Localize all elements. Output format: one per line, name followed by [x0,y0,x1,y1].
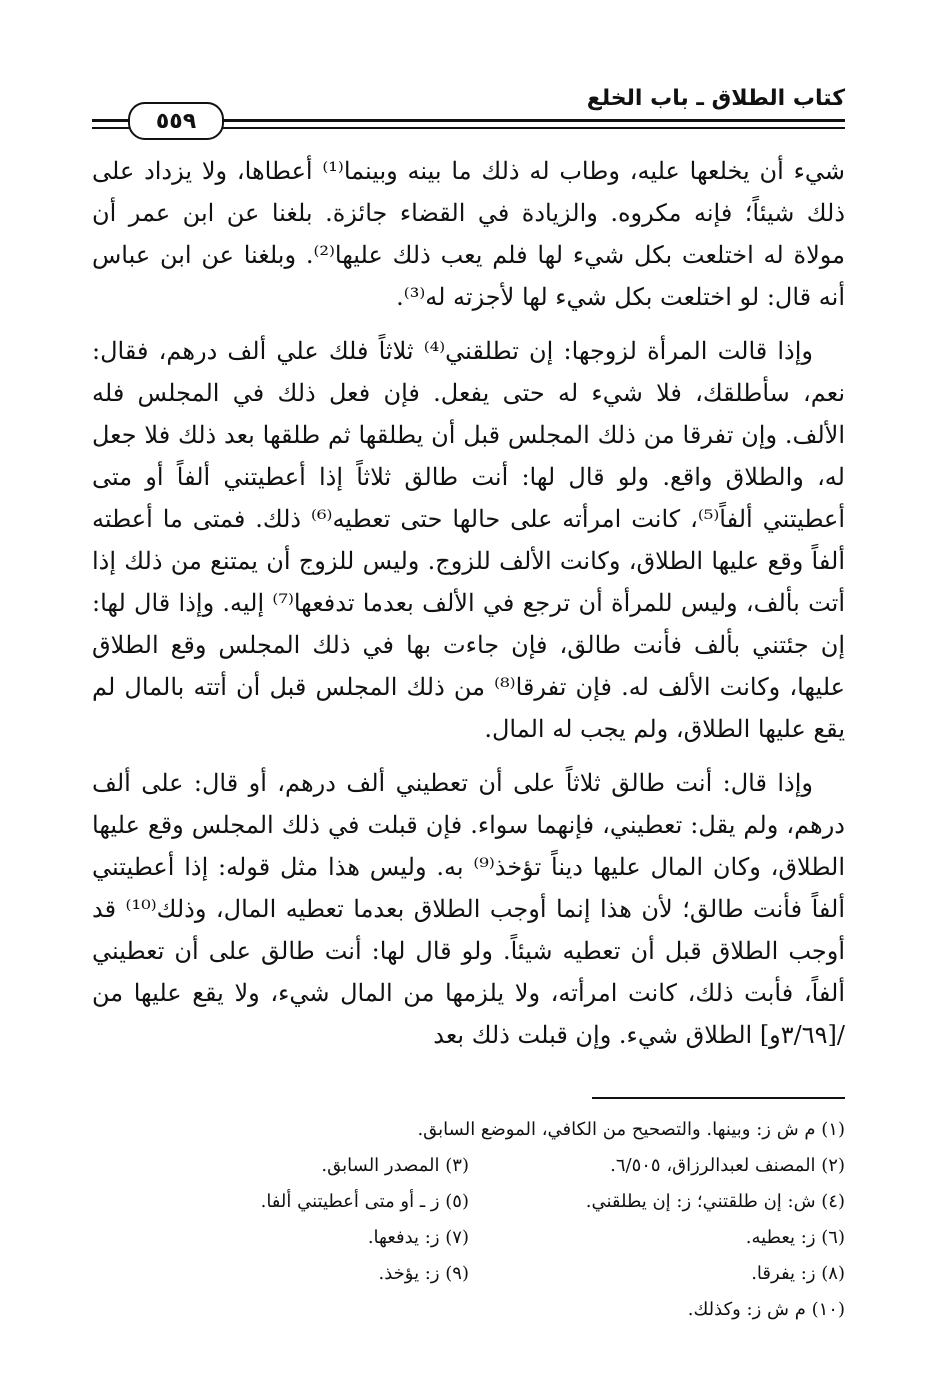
footnote: (١) م ش ز: وبينها. والتصحيح من الكافي، الموضع السابق. [417,1119,845,1140]
main-text [92,150,845,1068]
footnotes [92,1112,845,1328]
paragraph: وإذا قالت المرأة لزوجها: إن تطلقني⁽⁴⁾ ثلاثاً فلك علي ألف درهم، فقال: نعم، سأطلقك، فلا شيء له حتى يفعل. فإن فعل ذلك في المجلس فله الألف. وإن تفرقا من ذلك المجلس قبل أن يطلقها ثم طلقها بعد ذلك فلا جعل له، والطلاق واقع. ولو قال لها: أنت طالق ثلاثاً إذا أعطيتني ألفاً أو متى أعطيتني ألفاً⁽⁵⁾، كانت امرأته على حالها حتى تعطيه⁽⁶⁾ ذلك. فمتى ما أعطته ألفاً وقع عليها الطلاق، وكانت الألف للزوج. وليس للزوج أن يمتنع من ذلك إذا أتت بألف، وليس للمرأة أن ترجع في الألف بعدما تدفعها⁽⁷⁾ إليه. وإذا قال لها: إن جئتني بألف فأنت طالق، فإن جاءت بها في ذلك المجلس وقع الطلاق عليها، وكانت الألف له. فإن تفرقا⁽⁸⁾ من ذلك المجلس قبل أن أتته بالمال لم يقع عليها الطلاق، ولم يجب له المال. [92,337,845,743]
footnote: (٣) المصدر السابق. [321,1155,469,1176]
footnote: (٦) ز: يعطيه. [745,1227,845,1248]
footnote-separator [592,1097,845,1099]
paragraph: شيء أن يخلعها عليه، وطاب له ذلك ما بينه وبينما⁽¹⁾ أعطاها، ولا يزداد على ذلك شيئاً؛ فإنه مكروه. والزيادة في القضاء جائزة. بلغنا عن ابن عمر أن مولاة له اختلعت بكل شيء لها فلم يعب ذلك عليها⁽²⁾. وبلغنا عن ابن عباس أنه قال: لو اختلعت بكل شيء لها لأجزته له⁽³⁾. [92,157,846,311]
footnote: (١٠) م ش ز: وكذلك. [687,1299,845,1320]
footnote: (٧) ز: يدفعها. [367,1227,469,1248]
footnote: (٩) ز: يؤخذ. [378,1263,469,1284]
page-number: ٥٥٩ [128,102,224,140]
footnote: (٤) ش: إن طلقتني؛ ز: إن يطلقني. [585,1191,845,1212]
chapter-title: كتاب الطلاق ـ باب الخلع [586,86,845,111]
footnote: (٨) ز: يفرقا. [751,1263,845,1284]
paragraph: وإذا قال: أنت طالق ثلاثاً على أن تعطيني ألف درهم، أو قال: على ألف درهم، ولم يقل: تعطيني، فإنهما سواء. فإن قبلت في ذلك المجلس وقع عليها الطلاق، وكان المال عليها ديناً تؤخذ⁽⁹⁾ به. وليس هذا مثل قوله: إذا أعطيتني ألفاً فأنت طالق؛ لأن هذا إنما أوجب الطلاق بعدما تعطيه المال، وذلك⁽¹⁰⁾ قد أوجب الطلاق قبل أن تعطيه شيئاً. ولو قال لها: أنت طالق على أن تعطيني ألفاً، فأبت ذلك، كانت امرأته، ولا يلزمها من المال شيء، ولا يقع عليها من /[٣/٦٩و] الطلاق شيء. وإن قبلت ذلك بعد [92,769,846,1049]
footnote: (٥) ز ـ أو متى أعطيتني ألفا. [260,1191,469,1212]
page-header [92,78,845,138]
footnote: (٢) المصنف لعبدالرزاق، ٦/٥٠٥. [610,1155,845,1176]
